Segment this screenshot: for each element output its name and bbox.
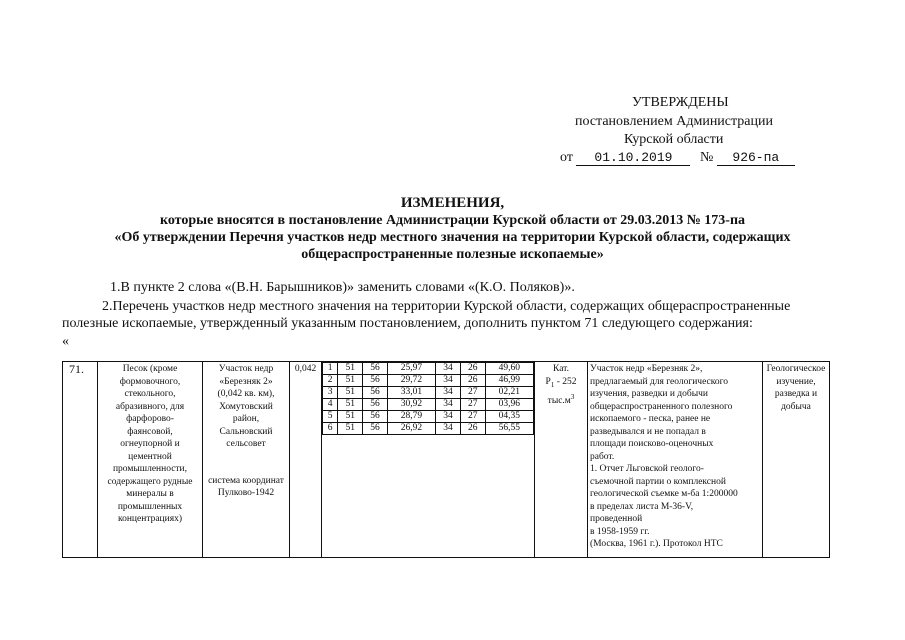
- mineral-line: содержащего рудные: [107, 476, 193, 487]
- coord-point: 3: [323, 387, 338, 399]
- use-line: изучение,: [776, 376, 816, 387]
- coord-value: 34: [436, 399, 461, 411]
- site-line: Сальновский: [219, 426, 273, 437]
- coord-value: 34: [436, 423, 461, 435]
- description-line: проведенной: [590, 514, 643, 524]
- coord-value: 56: [363, 423, 388, 435]
- row-number: 71.: [63, 362, 98, 558]
- mineral-line: формовочного,: [119, 376, 181, 387]
- coord-value: 51: [338, 399, 363, 411]
- coord-value: 30,92: [387, 399, 435, 411]
- document-subtitle-1: которые вносятся в постановление Администрации Курской области от 29.03.2013 № 173-па: [159, 213, 746, 228]
- coord-row: [323, 363, 534, 375]
- mineral-line: фарфорово-: [126, 414, 174, 424]
- description-line: работ.: [590, 451, 615, 462]
- opening-quote: «: [62, 334, 69, 349]
- mineral-line: фаянсовой,: [127, 426, 173, 437]
- coord-value: 56: [363, 363, 388, 375]
- description-line: ископаемого - песка, ранее не: [590, 414, 711, 424]
- reserves-category: Кат.: [553, 364, 569, 374]
- description-line: Участок недр «Березняк 2»,: [590, 364, 703, 374]
- description-line: съемочной партии о комплексной: [590, 476, 726, 487]
- document-title: ИЗМЕНЕНИЯ,: [400, 195, 505, 211]
- mineral-line: промышленности,: [112, 464, 188, 474]
- coord-value: 29,72: [387, 375, 435, 387]
- coord-point: 4: [323, 399, 338, 411]
- coord-value: 56: [363, 387, 388, 399]
- coord-row: [323, 399, 534, 411]
- coord-value: 51: [338, 375, 363, 387]
- reserves-p: P: [545, 376, 551, 387]
- site-line: Участок недр: [218, 364, 274, 374]
- coord-value: 26: [460, 375, 485, 387]
- description-cell: [588, 362, 763, 558]
- document-subtitle-2: «Об утверждении Перечня участков недр местного значения на территории Курской области, содержащих: [114, 230, 791, 245]
- description-line: геологической съемке м-ба 1:200000: [590, 489, 738, 499]
- paragraph-2a: 2.Перечень участков недр местного значения на территории Курской области, содержащих общераспространенные: [102, 299, 791, 314]
- mineral-line: концентрациях): [117, 514, 183, 524]
- coord-value: 56,55: [485, 423, 533, 435]
- paragraph-1: 1.В пункте 2 слова «(В.Н. Барышников)» заменить словами «(К.О. Поляков)».: [110, 280, 575, 295]
- coord-row: [323, 387, 534, 399]
- site-line: сельсовет: [226, 439, 266, 449]
- mineral-line: Песок (кроме: [122, 364, 178, 374]
- coord-value: 27: [460, 399, 485, 411]
- mineral-line: промышленных: [117, 501, 183, 512]
- description-line: 1. Отчет Льговской геолого-: [590, 464, 704, 474]
- from-label: от: [560, 150, 573, 165]
- coord-point: 6: [323, 423, 338, 435]
- approval-number: 926-па: [717, 150, 795, 166]
- coord-row: [323, 411, 534, 423]
- coord-point: 2: [323, 375, 338, 387]
- description-line: разведывался и не попадал в: [590, 426, 706, 437]
- use-cell: [763, 362, 830, 558]
- coord-value: 51: [338, 423, 363, 435]
- reserves-unit-line: [537, 391, 585, 408]
- site-line: (0,042 кв. км),: [217, 389, 275, 399]
- reserves-cell: [535, 362, 588, 558]
- deposit-table: [62, 361, 830, 558]
- coord-value: 28,79: [387, 411, 435, 423]
- coord-value: 27: [460, 387, 485, 399]
- coord-value: 02,21: [485, 387, 533, 399]
- area-cell: 0,042: [290, 362, 322, 558]
- coord-row: [323, 375, 534, 387]
- coord-value: 34: [436, 411, 461, 423]
- site-cell: [203, 362, 290, 558]
- description-line: (Москва, 1961 г.). Протокол НТС: [590, 539, 723, 549]
- description-line: в пределах листа М-36-V,: [590, 501, 694, 512]
- mineral-line: огнеупорной и: [120, 439, 180, 449]
- table-row: [63, 362, 830, 558]
- coord-value: 26,92: [387, 423, 435, 435]
- description-line: площади поисково-оценочных: [590, 439, 714, 449]
- reserves-unit: тыс.м: [547, 396, 571, 407]
- coord-value: 56: [363, 375, 388, 387]
- approval-date-line: [560, 150, 795, 166]
- reserves-p-sub: 1: [550, 380, 555, 389]
- mineral-line: стекольного,: [124, 389, 176, 399]
- coord-system-line: Пулково-1942: [217, 488, 275, 498]
- approval-issuer: постановлением Администрации: [575, 114, 773, 129]
- document-subtitle-3: общераспространенные полезные ископаемые»: [301, 247, 604, 262]
- site-line: «Березняк 2»: [219, 376, 273, 387]
- coord-value: 03,96: [485, 399, 533, 411]
- coord-value: 34: [436, 375, 461, 387]
- site-line: район,: [232, 414, 260, 424]
- approval-date: 01.10.2019: [576, 150, 690, 166]
- coord-value: 56: [363, 399, 388, 411]
- mineral-line: цементной: [128, 451, 172, 462]
- mineral-line: минералы в: [126, 489, 174, 499]
- coord-value: 27: [460, 411, 485, 423]
- number-label: №: [699, 150, 714, 165]
- reserves-amount-line: [537, 376, 585, 391]
- description-line: в 1958-1959 гг.: [590, 526, 650, 537]
- coord-value: 56: [363, 411, 388, 423]
- use-line: добыча: [781, 401, 811, 412]
- coord-point: 5: [323, 411, 338, 423]
- coord-value: 33,01: [387, 387, 435, 399]
- coord-value: 25,97: [387, 363, 435, 375]
- coordinates-table: [322, 362, 534, 435]
- coord-value: 34: [436, 387, 461, 399]
- approval-title: УТВЕРЖДЕНЫ: [632, 95, 729, 110]
- use-line: Геологическое: [766, 364, 826, 374]
- coordinates-cell: [322, 362, 535, 558]
- coord-value: 51: [338, 363, 363, 375]
- description-line: общераспространенного полезного: [590, 401, 733, 412]
- use-line: разведка и: [774, 389, 818, 399]
- mineral-cell: [98, 362, 203, 558]
- coord-value: 46,99: [485, 375, 533, 387]
- paragraph-2b: полезные ископаемые, утвержденный указанным постановлением, дополнить пунктом 71 следующего содержания:: [62, 316, 753, 331]
- mineral-line: абразивного, для: [115, 401, 185, 412]
- coord-value: 51: [338, 387, 363, 399]
- reserves-amount: - 252: [556, 376, 577, 387]
- coord-point: 1: [323, 363, 338, 375]
- coord-system-line: система координат: [208, 475, 284, 486]
- coord-value: 51: [338, 411, 363, 423]
- description-line: изучения, разведки и добычи: [590, 389, 708, 399]
- coord-value: 34: [436, 363, 461, 375]
- description-line: предлагаемый для геологического: [590, 376, 729, 387]
- coord-value: 04,35: [485, 411, 533, 423]
- site-line: Хомутовский: [219, 401, 273, 412]
- coord-value: 26: [460, 363, 485, 375]
- coord-value: 26: [460, 423, 485, 435]
- reserves-unit-sup: 3: [570, 392, 575, 401]
- coord-value: 49,60: [485, 363, 533, 375]
- coord-row: [323, 423, 534, 435]
- approval-region: Курской области: [624, 132, 724, 147]
